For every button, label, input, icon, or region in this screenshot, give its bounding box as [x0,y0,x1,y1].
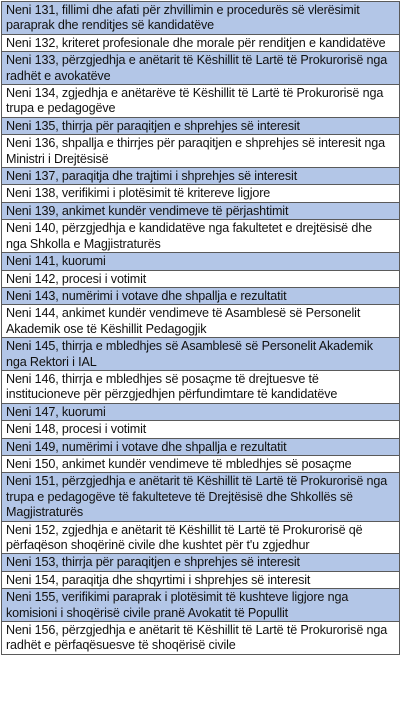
article-text: Neni 147, kuorumi [2,403,400,420]
article-row [2,421,400,438]
article-row [2,338,400,371]
article-text: Neni 154, paraqitja dhe shqyrtimi i shprehjes së interesit [2,571,400,588]
article-text: Neni 137, paraqitja dhe trajtimi i shprehjes së interesit [2,168,400,185]
article-row [2,168,400,185]
article-row [2,455,400,472]
article-text: Neni 153, thirrja për paraqitjen e shprehjes së interesit [2,554,400,571]
article-row [2,253,400,270]
article-text: Neni 141, kuorumi [2,253,400,270]
article-text: Neni 134, zgjedhja e anëtarëve të Këshillit të Lartë të Prokurorisë nga trupa e pedagogëve [2,85,400,118]
article-text: Neni 131, fillimi dhe afati për zhvillimin e procedurës së vlerësimit paraprak dhe renditjes së kandidatëve [2,2,400,35]
article-text: Neni 144, ankimet kundër vendimeve të Asamblesë së Personelit Akademik ose të Këshillit Pedagogjik [2,305,400,338]
article-text: Neni 136, shpallja e thirrjes për paraqitjen e shprehjes së interesit nga Ministri i Drejtësisë [2,135,400,168]
article-row [2,589,400,622]
article-text: Neni 148, procesi i votimit [2,421,400,438]
article-row [2,117,400,134]
article-text: Neni 138, verifikimi i plotësimit të kritereve ligjore [2,185,400,202]
article-row [2,85,400,118]
article-text: Neni 156, përzgjedhja e anëtarit të Këshillit të Lartë të Prokurorisë nga radhët e përfaqësuesve të shoqërisë civile [2,622,400,655]
article-row [2,473,400,521]
article-text: Neni 133, përzgjedhja e anëtarit të Këshillit të Lartë të Prokurorisë nga radhët e avokatëve [2,52,400,85]
article-text: Neni 139, ankimet kundër vendimeve të përjashtimit [2,202,400,219]
article-text: Neni 145, thirrja e mbledhjes së Asamblesë së Personelit Akademik nga Rektori i IAL [2,338,400,371]
article-row [2,571,400,588]
article-row [2,202,400,219]
articles-table [1,1,400,655]
article-text: Neni 150, ankimet kundër vendimeve të mbledhjes së posaçme [2,455,400,472]
article-row [2,135,400,168]
article-text: Neni 140, përzgjedhja e kandidatëve nga fakultetet e drejtësisë dhe nga Shkolla e Magjistraturës [2,220,400,253]
article-text: Neni 135, thirrja për paraqitjen e shprehjes së interesit [2,117,400,134]
article-text: Neni 132, kriteret profesionale dhe morale për renditjen e kandidatëve [2,34,400,51]
article-row [2,305,400,338]
article-row [2,521,400,554]
article-text: Neni 149, numërimi i votave dhe shpallja e rezultatit [2,438,400,455]
article-row [2,554,400,571]
article-row [2,220,400,253]
article-row [2,287,400,304]
article-text: Neni 146, thirrja e mbledhjes së posaçme të drejtuesve të institucioneve për përzgjedhjen përfundimtare të kandidatëve [2,370,400,403]
article-row [2,52,400,85]
article-text: Neni 142, procesi i votimit [2,270,400,287]
article-row [2,370,400,403]
article-row [2,2,400,35]
article-row [2,270,400,287]
articles-table-body [2,2,400,655]
article-text: Neni 143, numërimi i votave dhe shpallja e rezultatit [2,287,400,304]
article-row [2,34,400,51]
article-row [2,185,400,202]
article-row [2,438,400,455]
article-row [2,403,400,420]
article-text: Neni 151, përzgjedhja e anëtarit të Këshillit të Lartë të Prokurorisë nga trupa e pedagogëve të fakulteteve të Drejtësisë dhe Shkollës së Magjistraturës [2,473,400,521]
article-row [2,622,400,655]
article-text: Neni 155, verifikimi paraprak i plotësimit të kushteve ligjore nga komisioni i shoqërisë civile pranë Avokatit të Popullit [2,589,400,622]
article-text: Neni 152, zgjedhja e anëtarit të Këshillit të Lartë të Prokurorisë që përfaqëson shoqërinë civile dhe kushtet për t'u zgjedhur [2,521,400,554]
